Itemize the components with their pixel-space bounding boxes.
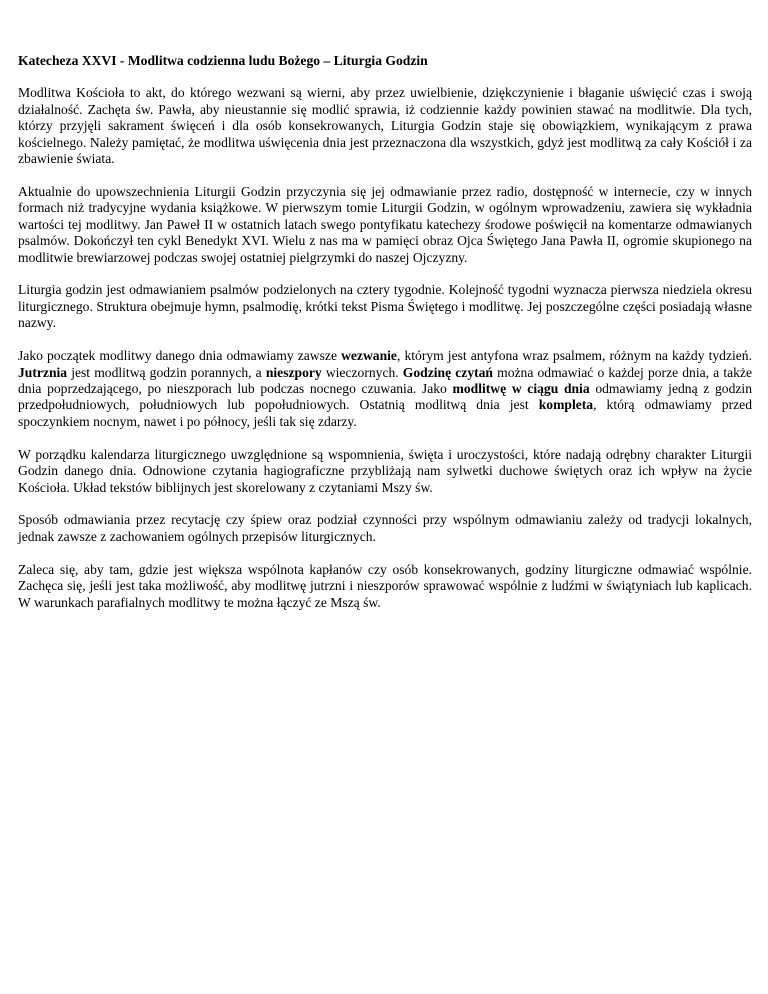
- paragraph-4-text: , którą odmawiamy przed spoczynkiem nocnym, nawet i po północy, jeśli tak się zdarzy.: [18, 397, 752, 429]
- paragraph-4-text: Jako początek modlitwy danego dnia odmawiamy zawsze: [18, 348, 342, 364]
- document-title: Katecheza XXVI - Modlitwa codzienna ludu Bożego – Liturgia Godzin: [18, 53, 428, 68]
- paragraph-4: [18, 348, 752, 430]
- term-jutrznia: Jutrznia: [18, 364, 68, 380]
- term-godzina-czytan: Godzinę czytań: [402, 364, 493, 380]
- paragraph-4-text: odmawiamy jedną z godzin przedpołudniowych, południowych lub popołudniowych. Ostatnią modlitwą dnia jest: [18, 381, 752, 413]
- paragraph-2: Aktualnie do upowszechnienia Liturgii Godzin przyczynia się jej odmawianie przez radio, dostępność w internecie, czy w innych formach niż tradycyjne wydania książkowe. W pierwszym tomie Liturgii Godzin, w ogólnym wprowadzeniu, zawiera się wykładnia wartości tej modlitwy. Jan Paweł II w ostatnich latach swego pontyfikatu katechezy środowe poświęcił na komentarze odmawianych psalmów. Dokończył ten cykl Benedykt XVI. Wielu z nas ma w pamięci obraz Ojca Świętego Jana Pawła II, ogromie skupionego na modlitwie brewiarzowej podczas swojej ostatniej pielgrzymki do naszej Ojczyzny.: [18, 183, 752, 265]
- paragraph-6: Sposób odmawiania przez recytację czy śpiew oraz podział czynności przy wspólnym odmawianiu zależy od tradycji lokalnych, jednak zawsze z zachowaniem ogólnych przepisów liturgicznych.: [18, 512, 752, 544]
- term-nieszpory: nieszpory: [265, 364, 322, 380]
- term-modlitwa-w-ciagu-dnia: modlitwę w ciągu dnia: [452, 381, 590, 396]
- paragraph-4-text: wieczornych.: [321, 364, 403, 380]
- term-kompleta: kompleta: [538, 397, 594, 413]
- document-page: [18, 53, 752, 627]
- term-wezwanie: wezwanie: [341, 348, 397, 364]
- paragraph-7: Zaleca się, aby tam, gdzie jest większa wspólnota kapłanów czy osób konsekrowanych, godziny liturgiczne odmawiać wspólnie. Zachęca się, jeśli jest taka możliwość, aby modlitwę jutrzni i nieszporów sprawować wspólnie z ludźmi w świątyniach lub kaplicach. W warunkach parafialnych modlitwy te można łączyć ze Mszą św.: [18, 561, 752, 610]
- paragraph-4-text: , którym jest antyfona wraz psalmem, różnym na każdy tydzień.: [396, 348, 752, 364]
- paragraph-5: W porządku kalendarza liturgicznego uwzględnione są wspomnienia, święta i uroczystości, które nadają odrębny charakter Liturgii Godzin danego dnia. Odnowione czytania hagiograficzne przybliżają nam sylwetki duchowe świętych oraz ich wpływ na życie Kościoła. Układ tekstów biblijnych jest skorelowany z czytaniami Mszy św.: [18, 446, 752, 495]
- paragraph-4-text: jest modlitwą godzin porannych, a: [67, 364, 266, 380]
- paragraph-3: Liturgia godzin jest odmawianiem psalmów podzielonych na cztery tygodnie. Kolejność tygodni wyznacza pierwsza niedziela okresu liturgicznego. Struktura obejmuje hymn, psalmodię, krótki tekst Pisma Świętego i modlitwę. Jej poszczególne części posiadają własne nazwy.: [18, 282, 752, 331]
- paragraph-1: Modlitwa Kościoła to akt, do którego wezwani są wierni, aby przez uwielbienie, dziękczynienie i błaganie uświęcić czas i swoją działalność. Zachęta św. Pawła, aby nieustannie się modlić sprawia, iż codziennie każdy powinien stawać na modlitwie. Dla tych, którzy przyjęli sakrament święceń i dla osób konsekrowanych, Liturgia Godzin staje się obowiązkiem, wynikającym z prawa kościelnego. Należy pamiętać, że modlitwa uświęcenia dnia jest przeznaczona dla wszystkich, gdyż jest modlitwą za cały Kościół i za zbawienie świata.: [18, 85, 752, 167]
- paragraph-4-text: można odmawiać o każdej porze dnia, a także dnia poprzedzającego, po nieszporach lub podczas nocnego czuwania. Jako: [18, 364, 752, 396]
